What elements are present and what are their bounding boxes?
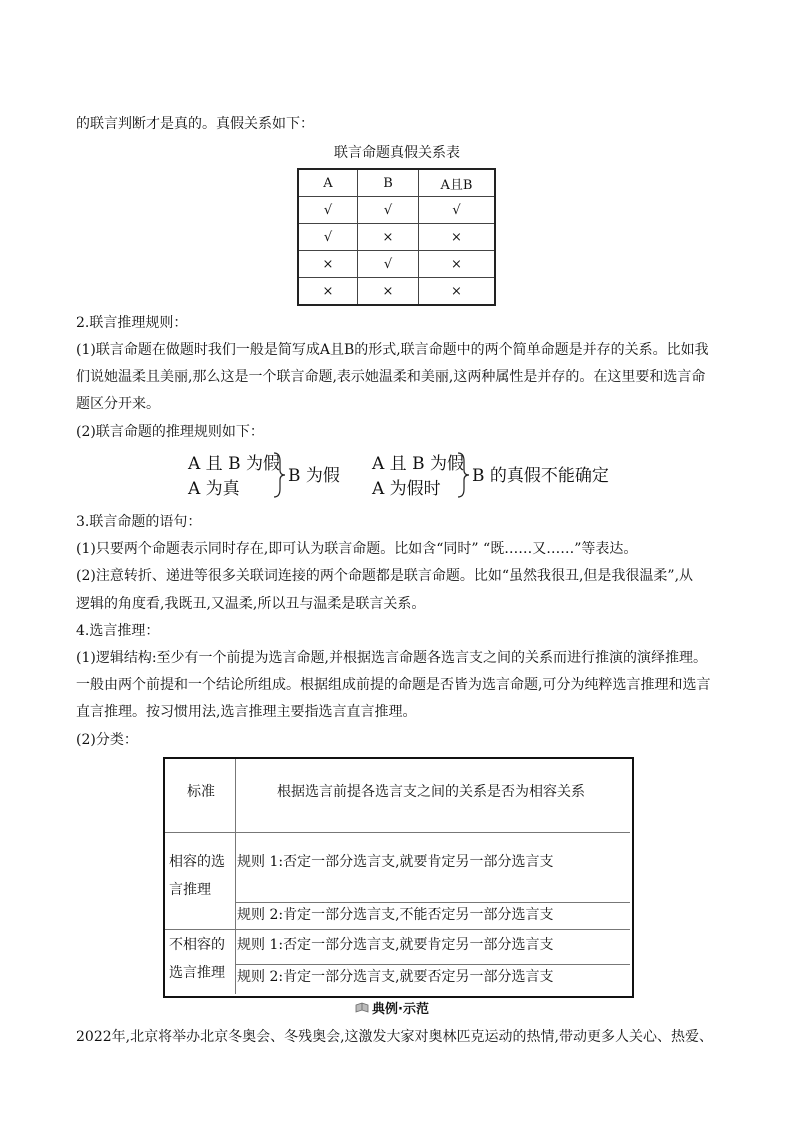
section2-p2: (2)联言命题的推理规则如下： xyxy=(76,424,264,440)
truth-table-row xyxy=(298,224,495,251)
left-premise-1: A 且 B 为假 xyxy=(188,454,280,474)
section3-p1: (1)只要两个命题表示同时存在,即可认为联言命题。比如含“同时” “既……又……”等表达。 xyxy=(76,541,638,557)
section2-heading: 2.联言推理规则： xyxy=(76,315,188,331)
truth-table-cell: × xyxy=(298,278,358,306)
section4-p1-line: 一般由两个前提和一个结论所组成。根据组成前提的命题是否皆为选言命题,可分为纯粹选言推理和选言 xyxy=(76,677,711,693)
section4-heading: 4.选言推理： xyxy=(76,623,160,639)
truth-table-cell: × xyxy=(419,224,496,251)
row-divider xyxy=(165,832,630,833)
header-value: 根据选言前提各选言支之间的关系是否为相容关系 xyxy=(277,784,585,800)
section4-p1-line: (1)逻辑结构:至少有一个前提为选言命题,并根据选言命题各选言支之间的关系而进行推演的演绎推理。 xyxy=(76,650,707,666)
compatible-rule-1: 规则 1:否定一部分选言支,就要肯定另一部分选言支 xyxy=(237,854,554,870)
truth-table-cell: × xyxy=(419,251,496,278)
truth-table-row xyxy=(298,278,495,306)
truth-table-row xyxy=(298,197,495,224)
header-label: 标准 xyxy=(187,784,215,800)
left-conclusion: B 为假 xyxy=(288,466,340,486)
intro-line: 的联言判断才是真的。真假关系如下： xyxy=(76,116,314,132)
truth-table-header: A且B xyxy=(419,169,496,197)
right-brace-icon xyxy=(456,451,470,499)
col-divider xyxy=(235,759,236,994)
closing-line: 2022年,北京将举办北京冬奥会、冬残奥会,这激发大家对奥林匹克运动的热情,带动更多人关心、热爱、 xyxy=(76,1029,713,1045)
compatible-label: 相容的选 xyxy=(169,854,225,870)
compatible-rule-2: 规则 2:肯定一部分选言支,不能否定另一部分选言支 xyxy=(237,907,554,923)
section3-p2-line: (2)注意转折、递进等很多关联词连接的两个命题都是联言命题。比如“虽然我很丑,但是我很温柔”,从 xyxy=(76,568,694,584)
example-banner xyxy=(355,998,429,1017)
example-label: 典例·示范 xyxy=(372,1002,429,1017)
section3-p2-line: 逻辑的角度看,我既丑,又温柔,所以丑与温柔是联言关系。 xyxy=(76,596,426,612)
truth-table-title: 联言命题真假关系表 xyxy=(334,145,460,161)
left-premise-2: A 为真 xyxy=(188,479,240,499)
truth-table-cell: √ xyxy=(298,197,358,224)
truth-table-header: A xyxy=(298,169,358,197)
left-brace-icon xyxy=(272,451,286,499)
truth-table-header-row xyxy=(298,169,495,197)
right-premise-2: A 为假时 xyxy=(372,479,441,499)
truth-table-cell: × xyxy=(358,278,419,306)
truth-table-cell: √ xyxy=(298,224,358,251)
section2-p1-line: 题区分开来。 xyxy=(76,396,160,412)
section2-p1-line: (1)联言命题在做题时我们一般是简写成A且B的形式,联言命题中的两个简单命题是并存的关系。比如我 xyxy=(76,342,709,358)
section3-heading: 3.联言命题的语句： xyxy=(76,514,202,530)
truth-table-cell: √ xyxy=(419,197,496,224)
incompatible-rule-2: 规则 2:肯定一部分选言支,就要否定另一部分选言支 xyxy=(237,969,554,985)
incompatible-label: 不相容的 xyxy=(169,937,225,953)
truth-table-cell: √ xyxy=(358,197,419,224)
truth-table-cell: √ xyxy=(358,251,419,278)
incompatible-rule-1: 规则 1:否定一部分选言支,就要肯定另一部分选言支 xyxy=(237,937,554,953)
right-premise-1: A 且 B 为假 xyxy=(372,454,464,474)
truth-table xyxy=(297,168,496,306)
truth-table-header: B xyxy=(358,169,419,197)
truth-table-cell: × xyxy=(358,224,419,251)
section4-p1-line: 直言推理。按习惯用法,选言推理主要指选言直言推理。 xyxy=(76,704,417,720)
section2-p1-line: 们说她温柔且美丽,那么这是一个联言命题,表示她温柔和美丽,这两种属性是并存的。在这里要和选言命 xyxy=(76,369,706,385)
incompatible-label: 选言推理 xyxy=(169,965,225,981)
right-conclusion: B 的真假不能确定 xyxy=(472,466,609,486)
section4-p2: (2)分类： xyxy=(76,732,138,748)
truth-table-row xyxy=(298,251,495,278)
book-icon xyxy=(355,1002,369,1014)
compatible-label: 言推理 xyxy=(169,882,211,898)
truth-table-cell: × xyxy=(298,251,358,278)
classification-table xyxy=(163,757,634,998)
truth-table-cell: × xyxy=(419,278,496,306)
